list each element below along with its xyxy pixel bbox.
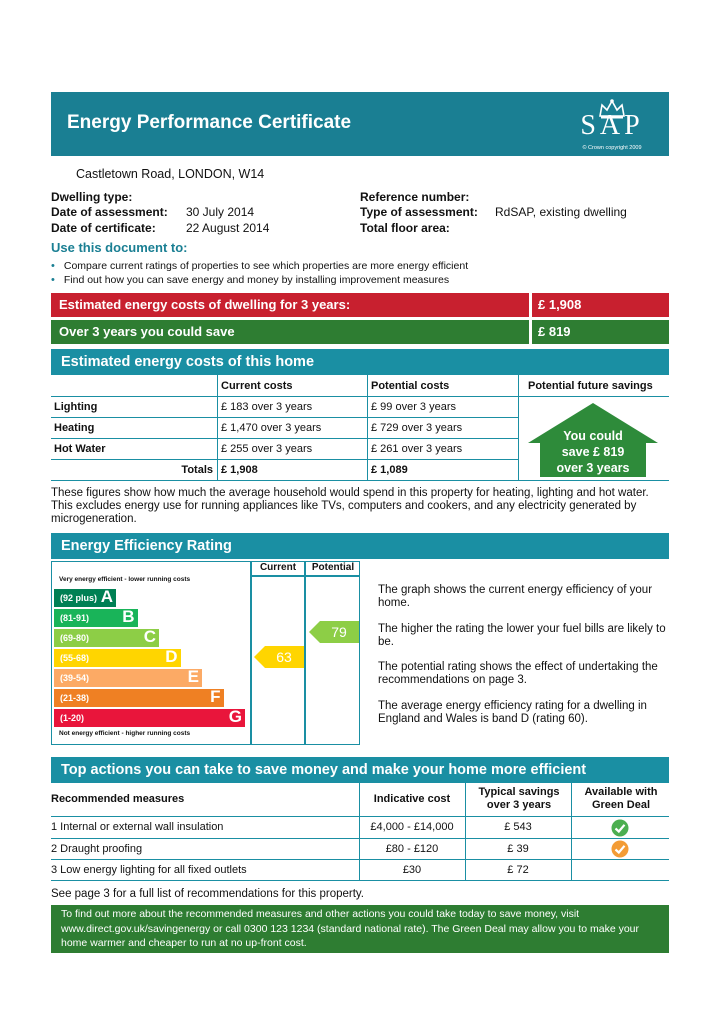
band-letter: E: [187, 667, 199, 686]
actions-section-title: Top actions you can take to save money and make your home more efficient: [51, 757, 669, 783]
efficiency-desc-4: The average energy efficiency rating for a dwelling in England and Wales is band D (rating 60).: [378, 700, 647, 725]
page-title: Energy Performance Certificate: [67, 112, 352, 133]
date-certificate-value: 22 August 2014: [186, 221, 270, 235]
assessment-type-value: RdSAP, existing dwelling: [495, 205, 627, 219]
band-range: (92 plus): [60, 593, 98, 603]
efficiency-desc-3: The potential rating shows the effect of undertaking the recommendations on page 3.: [378, 661, 658, 686]
sap-logo-text: SAP: [580, 110, 644, 141]
efficiency-band-f: [54, 689, 224, 707]
band-range: (69-80): [60, 633, 90, 643]
row-heating-current: £ 1,470 over 3 years: [221, 422, 322, 434]
row-hotwater-label: Hot Water: [54, 443, 106, 455]
band-range: (39-54): [60, 673, 90, 683]
assessment-type-label: Type of assessment:: [360, 205, 478, 219]
date-assessment-label: Date of assessment:: [51, 205, 168, 219]
totals-label: Totals: [181, 464, 213, 476]
totals-current: £ 1,908: [221, 464, 258, 476]
see-page-note: See page 3 for a full list of recommendations for this property.: [51, 888, 364, 900]
bottom-note: Not energy efficient - higher running costs: [59, 730, 191, 737]
efficiency-band-a: [54, 589, 116, 607]
row-lighting-potential: £ 99 over 3 years: [371, 401, 456, 413]
potential-column-header: Potential: [311, 562, 355, 573]
date-certificate-label: Date of certificate:: [51, 221, 156, 235]
certificate-header: [51, 92, 669, 156]
band-letter: D: [165, 647, 178, 666]
band-range: (55-68): [60, 653, 90, 663]
sap-copyright: © Crown copyright 2009: [582, 145, 642, 151]
green-deal-partial-icon: [611, 840, 629, 858]
efficiency-band-d: [54, 649, 181, 667]
dwelling-type-label: Dwelling type:: [51, 190, 133, 204]
energy-costs-section-title: Estimated energy costs of this home: [51, 349, 669, 375]
measure-3-saving: £ 72: [507, 864, 529, 876]
current-rating-value: 63: [276, 649, 292, 665]
totals-potential: £ 1,089: [371, 464, 408, 476]
savings-callout-line3: over 3 years: [556, 461, 630, 475]
row-lighting-current: £ 183 over 3 years: [221, 401, 313, 413]
measure-1-saving: £ 543: [504, 821, 532, 833]
potential-rating-arrow: [309, 621, 359, 643]
bullet-text: Find out how you can save energy and money by installing improvement measures: [63, 274, 450, 286]
row-heating-label: Heating: [54, 422, 95, 434]
reference-number-label: Reference number:: [360, 190, 470, 204]
header-potential-costs: Potential costs: [371, 380, 450, 392]
measure-1: 1 Internal or external wall insulation: [51, 821, 224, 833]
measure-3: 3 Low energy lighting for all fixed outlets: [51, 864, 247, 876]
use-document-heading: Use this document to:: [51, 240, 188, 255]
band-range: (81-91): [60, 613, 90, 623]
band-range: (1-20): [60, 713, 85, 723]
estimated-costs-bar: [51, 293, 669, 317]
band-range: (21-38): [60, 693, 90, 703]
actions-table: [51, 783, 669, 881]
efficiency-rating-chart: [51, 561, 361, 745]
estimated-costs-label: Estimated energy costs of dwelling for 3 years:: [51, 293, 529, 317]
header-typical-savings: Typical savings over 3 years: [478, 786, 560, 811]
header-current-costs: Current costs: [221, 380, 293, 392]
band-letter: C: [143, 627, 156, 646]
floor-area-label: Total floor area:: [360, 221, 450, 235]
potential-rating-value: 79: [331, 624, 347, 640]
top-note: Very energy efficient - lower running costs: [59, 576, 191, 583]
savings-callout: [528, 428, 658, 476]
use-document-bullet: • Find out how you can save energy and money by installing improvement measures: [51, 274, 450, 286]
efficiency-band-b: [54, 609, 138, 627]
row-hotwater-potential: £ 261 over 3 years: [371, 443, 463, 455]
current-column-header: Current: [259, 562, 297, 573]
efficiency-band-c: [54, 629, 159, 647]
measure-3-cost: £30: [402, 864, 422, 876]
header-green-deal: Available with Green Deal: [584, 786, 658, 811]
green-deal-check-icon: [611, 819, 629, 837]
measure-2-cost: £80 - £120: [385, 843, 439, 855]
row-heating-potential: £ 729 over 3 years: [371, 422, 463, 434]
efficiency-band-g: [54, 709, 245, 727]
band-letter: G: [228, 707, 242, 726]
property-address: Castletown Road, LONDON, W14: [76, 167, 265, 181]
measure-2-saving: £ 39: [507, 843, 529, 855]
efficiency-band-e: [54, 669, 202, 687]
measure-2: 2 Draught proofing: [51, 843, 143, 855]
figures-explanation: These figures show how much the average household would spend in this property for heating, lighting and hot water. This excludes energy use for running appliances like TVs, computers and cookers, and any electricity generated by microgeneration.: [51, 487, 649, 525]
efficiency-section-title: Energy Efficiency Rating: [51, 533, 669, 559]
bullet-text: Compare current ratings of properties to see which properties are more energy efficient: [63, 260, 469, 272]
efficiency-desc-1: The graph shows the current energy efficiency of your home.: [378, 584, 653, 609]
sap-logo: [569, 96, 655, 152]
estimated-costs-value: £ 1,908: [532, 293, 669, 317]
row-lighting-label: Lighting: [54, 401, 98, 413]
band-letter: B: [122, 607, 135, 626]
savings-bar: [51, 320, 669, 344]
footer-info: To find out more about the recommended measures and other actions you could take today to save money, visit www.direct.gov.uk/savingenergy or call 0300 123 1234 (standard national rate). The Green Deal may allow you to make your home warmer and cheaper to run at no up-front cost.: [51, 905, 669, 953]
savings-callout-line1: You could: [563, 429, 623, 443]
header-future-savings: Potential future savings: [528, 380, 653, 392]
header-indicative-cost: Indicative cost: [373, 793, 451, 805]
band-letter: F: [210, 687, 221, 706]
header-recommended-measures: Recommended measures: [51, 793, 185, 805]
measure-1-cost: £4,000 - £14,000: [370, 821, 454, 833]
savings-label: Over 3 years you could save: [51, 320, 529, 344]
savings-value: £ 819: [532, 320, 669, 344]
savings-callout-line2: save £ 819: [561, 445, 625, 459]
date-assessment-value: 30 July 2014: [186, 205, 255, 219]
band-letter: A: [100, 587, 113, 606]
current-rating-arrow: [254, 646, 304, 668]
efficiency-desc-2: The higher the rating the lower your fuel bills are likely to be.: [378, 623, 666, 648]
row-hotwater-current: £ 255 over 3 years: [221, 443, 313, 455]
use-document-bullet: • Compare current ratings of properties to see which properties are more energy efficient: [51, 260, 469, 272]
